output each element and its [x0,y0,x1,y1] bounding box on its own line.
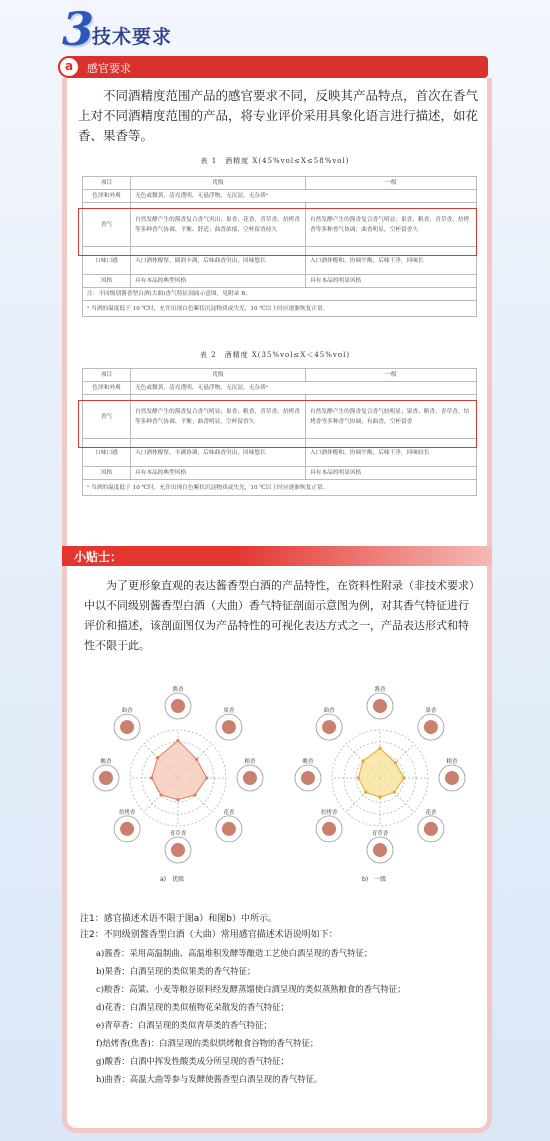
aroma-icon-fill [373,699,387,713]
radar-axis-label: 酸香 [302,759,314,765]
radar-caption: b) 一级 [362,876,387,883]
radar-chart-first-grade [280,680,480,890]
aroma-icon-fill [373,843,387,857]
radar-point [402,776,405,779]
table2 [82,368,477,496]
radar-axis-label: 酱香 [172,687,184,693]
radar-axis-label: 青草香 [371,831,389,837]
aroma-icon-fill [171,699,185,713]
subsection-bar [58,56,488,78]
radar-point [378,796,381,799]
aroma-icon-fill [222,720,236,734]
aroma-icon-fill [322,720,336,734]
aroma-icon-fill [120,822,134,836]
table-cell: 入口酒体醇和，协调平衡，后味干净，回味较长 [306,439,477,467]
aroma-icon-fill [424,720,438,734]
radar-point [361,759,364,762]
table-cell: 具有本品的明显风格 [306,275,477,288]
radar-axis-label: 曲香 [121,708,133,715]
aroma-icon-fill [243,771,257,785]
radar-point [378,747,381,750]
table-header-cell: 优级 [131,177,306,190]
note-2: 注2：不同级别酱香型白酒（大曲）常用感官描述术语说明如下： [80,930,338,940]
radar-point [205,776,208,779]
aroma-icon-fill [222,822,236,836]
table-header-row [83,369,477,382]
term-definition: b)果香：白酒呈现的类似果类的香气特征； [96,966,256,976]
table-row [83,480,477,496]
radar-axis-label: 焙烤香 [118,809,136,816]
radar-axis-label: 曲香 [323,708,335,715]
subsection-badge: a [58,56,80,78]
aroma-icon-fill [120,720,134,734]
table-row [83,382,477,395]
table-row [83,275,477,288]
radar-chart-premium [78,680,278,890]
radar-axis-label: 焙烤香 [320,809,338,816]
radar-point [176,798,179,801]
table-cell: 色泽和外观 [83,382,131,395]
tip-bar [62,546,492,566]
radar-svg [78,680,278,890]
table-header-cell: 一级 [306,177,477,190]
radar-axis-label: 花香 [223,809,235,816]
table-cell: 入口酒体醇厚，丰满协调，后味曲香突出，回味悠长 [131,439,306,467]
radar-point [176,739,179,742]
radar-svg [280,680,480,890]
aroma-icon-fill [445,771,459,785]
table-header-cell: 优级 [131,369,306,382]
radar-point [193,793,196,796]
radar-axis-label: 花香 [425,809,437,816]
table1 [82,176,477,317]
table-cell: 风格 [83,467,131,480]
table-cell: 无色或微黄，清亮透明，无悬浮物，无沉淀，无杂质ᵃ [131,382,477,395]
table-cell: 自然发酵产生的酱香复合香气明显；果香、粮香、青草香、焙烤香等多种香气协调；曲香明显，空杯留香久 [306,203,477,247]
table-footnote: ᵃ 当酒的温度低于 10 ℃时，允许出现白色絮状沉淀物质或失光，10 ℃以上时应逐渐恢复正常。 [83,480,477,496]
table-header-cell: 项目 [83,177,131,190]
aroma-icon-fill [322,822,336,836]
table-cell: 自然发酵产生的酱香复合香气突出；果香、花香、青草香、焙烤香等多种香气协调、平衡、舒适；曲香浓郁，空杯留香持久 [131,203,306,247]
radar-point [393,791,396,794]
page-title: 技术要求 [92,26,173,48]
radar-axis-label: 果香 [223,708,235,715]
radar-point [159,793,162,796]
table-row [83,395,477,439]
tip-label: 小贴士： [74,550,123,564]
table-header-cell: 一级 [306,369,477,382]
table-cell: 色泽和外观 [83,190,131,203]
table-row [83,203,477,247]
table-cell: 香气 [83,203,131,247]
term-definition: h)曲香：高温大曲等参与发酵使酱香型白酒呈现的香气特征。 [96,1074,323,1084]
radar-axis-label: 青草香 [169,831,187,837]
section-header [62,2,262,56]
table-cell: 入口酒体醇和，协调平衡，后味干净，回味长 [306,247,477,275]
table-cell: 口味口感 [83,439,131,467]
tip-paragraph: 为了更形象直观的表达酱香型白酒的产品特性，在资料性附录（非技术要求）中以不同级别酱香型白酒（大曲）香气特征剖面示意图为例，对其香气特征进行评价和描述，该剖面图仅为产品特性的可视化表达方式之一，产品表达形式和特性不限于此。 [84,579,475,652]
radar-point [156,756,159,759]
table-note: 注：不同级别酱香型白酒(大曲)香气特征剖面示意图，见附录 B。 [83,288,477,301]
radar-point [394,761,397,764]
aroma-icon-fill [301,771,315,785]
table-cell: 具有本品的明显风格 [306,467,477,480]
intro-paragraph: 不同酒精度范围产品的感官要求不同，反映其产品特点，首次在香气上对不同酒精度范围的产品，将专业评价采用具象化语言进行描述，如花香、果香等。 [78,88,479,143]
term-definition: g)酸香：白酒中挥发性酸类成分所呈现的香气特征； [96,1056,289,1066]
table-row [83,190,477,203]
radar-caption: a) 优级 [160,876,185,883]
aroma-icon-fill [99,771,113,785]
term-definition: e)青草香：白酒呈现的类似青草类的香气特征； [96,1020,272,1030]
radar-area [358,748,404,797]
table2-caption: 表 2 酒精度 X(35%vol≤X＜45%vol) [199,351,351,359]
radar-point [357,776,360,779]
table-cell: 入口酒体醇厚，圆润丰满，后味曲香突出，回味悠长 [131,247,306,275]
table-header-cell: 项目 [83,369,131,382]
table-row [83,288,477,301]
radar-axis-label: 酱香 [374,687,386,693]
section-number: 3 [62,2,95,56]
table-footnote: ᵃ 当酒的温度低于 10 ℃时，允许出现白色絮状沉淀物质或失光，10 ℃以上时应逐渐恢复正常。 [83,301,477,317]
note-1: 注1：感官描述术语不限于图a）和图b）中所示。 [80,914,277,924]
table-cell: 自然发酵产生的酱香复合香气明显；果香、粮香、青草香、焙烤香等多种香气协调、平衡；曲香明显，空杯留香久 [131,395,306,439]
term-definition: c)粮香：高粱、小麦等粮谷原料经发酵蒸馏使白酒呈现的类似蒸熟粮食的香气特征； [96,984,406,994]
radar-point [150,776,153,779]
table-cell: 具有本品的典型风格 [131,275,306,288]
table-row [83,439,477,467]
table-header-row [83,177,477,190]
table-cell: 自然发酵产生的酱香复合香气较明显；果香、粮香、青草香、焙烤香等多种香气协调；有曲香，空杯留香 [306,395,477,439]
subsection-title: 感官要求 [87,62,131,75]
radar-axis-label: 粮香 [446,759,458,765]
aroma-icon-fill [171,843,185,857]
table1-caption: 表 1 酒精度 X(45%vol≤X≤58%vol) [200,157,350,165]
table-cell: 风格 [83,275,131,288]
table-row [83,247,477,275]
table-cell: 具有本品的典型风格 [131,467,306,480]
table-row [83,467,477,480]
radar-area [152,741,207,800]
term-definition: a)酱香：采用高温制曲、高温堆积发酵等酿造工艺使白酒呈现的香气特征； [96,948,373,958]
aroma-icon-fill [424,822,438,836]
radar-point [364,791,367,794]
table-row [83,301,477,317]
radar-axis-label: 酸香 [100,759,112,765]
table-cell: 香气 [83,395,131,439]
table-cell: 口味口感 [83,247,131,275]
radar-axis-label: 果香 [425,708,437,715]
radar-axis-label: 粮香 [244,759,256,765]
term-definition: f)焙烤香(焦香)：白酒呈现的类似烘烤粮食谷物的香气特征； [96,1038,319,1048]
table-cell: 无色或微黄，清亮透明，无悬浮物，无沉淀，无杂质ᵃ [131,190,477,203]
radar-point [195,758,198,761]
term-definition: d)花香：白酒呈现的类似植物花朵散发的香气特征； [96,1002,289,1012]
